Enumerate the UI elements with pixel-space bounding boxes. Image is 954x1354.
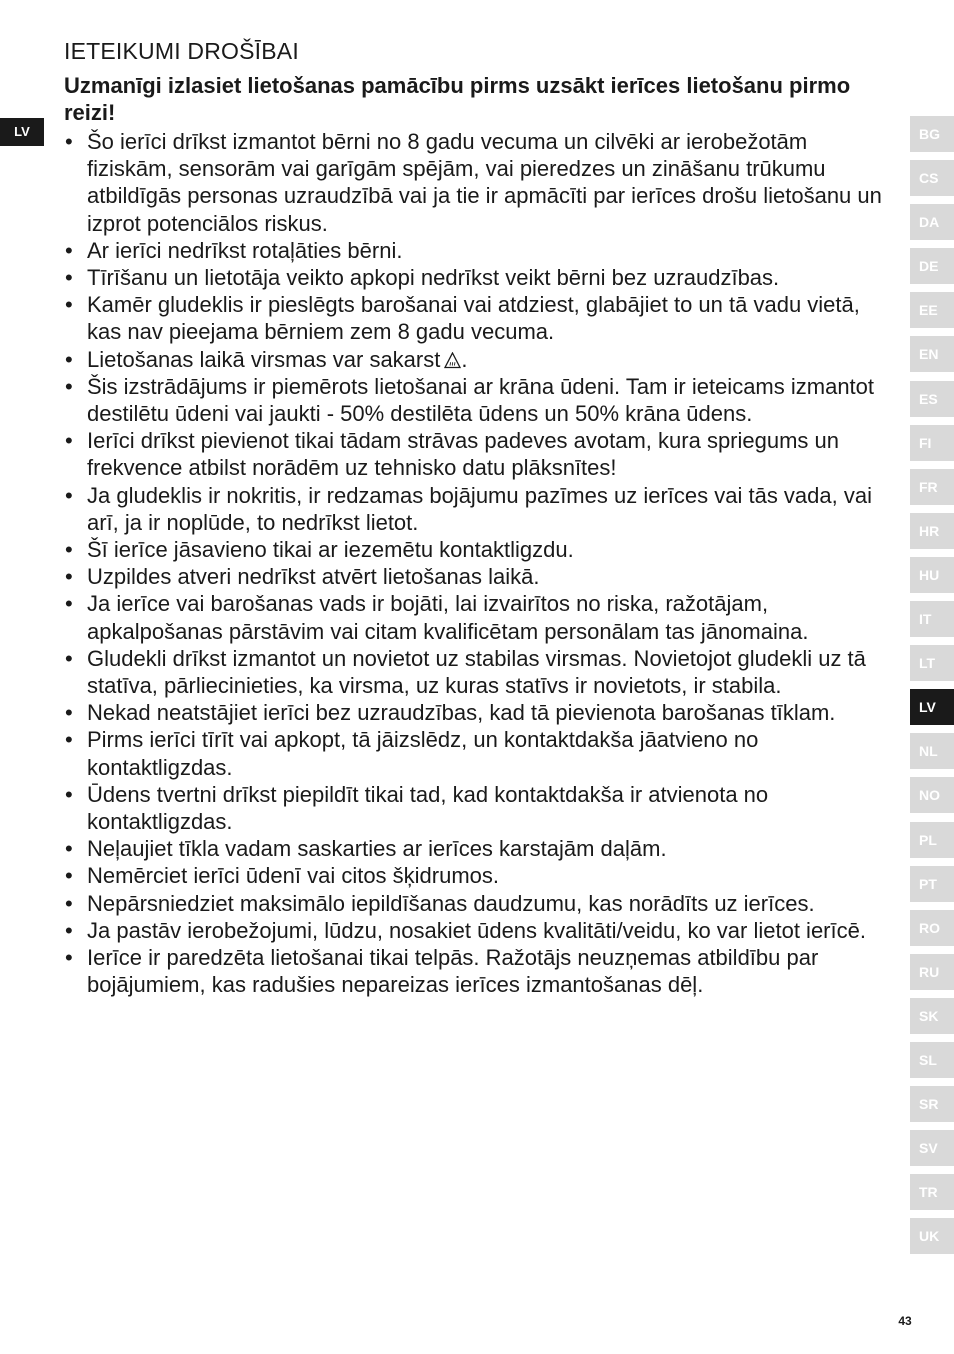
- safety-rule-text: Nepārsniedziet maksimālo iepildīšanas daudzumu, kas norādīts uz ierīces.: [87, 890, 815, 916]
- safety-rule-item: [64, 346, 896, 373]
- safety-rule-text: Pirms ierīci tīrīt vai apkopt, tā jāizslēdz, un kontaktdakša jāatvieno no kontaktligzdas.: [87, 727, 759, 780]
- safety-rule-text: Ierīci drīkst pievienot tikai tādam strāvas padeves avotam, kura spriegums un frekvence atbilst norādēm uz tehnisko datu plāksnītes!: [87, 428, 840, 481]
- language-tab-es: ES: [910, 381, 954, 417]
- language-tab-ro: RO: [910, 910, 954, 946]
- safety-rule-text: Kamēr gludeklis ir pieslēgts barošanai vai atdziest, glabājiet to un tā vadu vietā, kas nav pieejama bērniem zem 8 gadu vecuma.: [87, 292, 860, 345]
- safety-rule-text: Ierīce ir paredzēta lietošanai tikai telpās. Ražotājs neuzņemas atbildību par bojājumiem, kas radušies nepareizas ierīces izmantošanas dēļ.: [87, 945, 819, 998]
- safety-rule-item: [64, 536, 896, 563]
- safety-rules-list: [64, 128, 896, 999]
- language-tab-en: EN: [910, 336, 954, 372]
- safety-rule-item: [64, 944, 896, 998]
- safety-rule-item: [64, 781, 896, 835]
- language-tab-hr: HR: [910, 513, 954, 549]
- hot-surface-warning-icon: [444, 348, 461, 365]
- language-index: [910, 116, 954, 1262]
- section-heading: IETEIKUMI DROŠĪBAI: [64, 38, 299, 64]
- safety-rule-item: [64, 645, 896, 699]
- safety-rule-item: [64, 563, 896, 590]
- safety-rule-text: Šī ierīce jāsavieno tikai ar iezemētu kontaktligzdu.: [87, 537, 574, 563]
- language-tab-lt: LT: [910, 645, 954, 681]
- safety-rule-text: Ja gludeklis ir nokritis, ir redzamas bojājumu pazīmes uz ierīces vai tās vada, vai arī, ja ir noplūde, to nedrīkst lietot.: [87, 482, 872, 535]
- language-tab-hu: HU: [910, 557, 954, 593]
- safety-rule-item: [64, 128, 896, 237]
- safety-rule-text: Ūdens tvertni drīkst piepildīt tikai tad, kad kontaktdakša ir atvienota no kontaktligzdas.: [87, 781, 769, 835]
- safety-rule-item: [64, 427, 896, 481]
- safety-rule-item: [64, 264, 896, 291]
- sentence-end: .: [461, 346, 468, 372]
- language-tab-ee: EE: [910, 292, 954, 328]
- language-tab-fr: FR: [910, 469, 954, 505]
- language-tab-sr: SR: [910, 1086, 954, 1122]
- safety-rule-item: [64, 699, 896, 726]
- language-tab-pl: PL: [910, 822, 954, 858]
- safety-rule-item: [64, 482, 896, 536]
- safety-rule-item: [64, 590, 896, 644]
- language-tab-bg: BG: [910, 116, 954, 152]
- safety-rule-text: Šo ierīci drīkst izmantot bērni no 8 gadu vecuma un cilvēki ar ierobežotām fiziskām, sensorām vai garīgām spējām, vai pieredzes un zināšanu trūkumu atbildīgās personas uzraudzībā vai ja tie ir apmācīti par ierīces drošu lietošanu un izprot potenciālos riskus.: [87, 129, 882, 236]
- language-tab-sk: SK: [910, 998, 954, 1034]
- safety-rule-item: [64, 835, 896, 862]
- safety-rule-text: Uzpildes atveri nedrīkst atvērt lietošanas laikā.: [87, 564, 540, 590]
- safety-rule-text: Neļaujiet tīkla vadam saskarties ar ierīces karstajām daļām.: [87, 836, 667, 862]
- safety-rule-text: Ar ierīci nedrīkst rotaļāties bērni.: [87, 237, 403, 263]
- language-tab-da: DA: [910, 204, 954, 240]
- language-tab-it: IT: [910, 601, 954, 637]
- safety-rule-text: Nemērciet ierīci ūdenī vai citos šķidrumos.: [87, 863, 500, 889]
- safety-rule-item: [64, 726, 896, 780]
- safety-rule-item: [64, 862, 896, 889]
- safety-rule-item: [64, 237, 896, 264]
- safety-rule-item: [64, 291, 896, 345]
- language-tab-fi: FI: [910, 425, 954, 461]
- page-number: 43: [898, 1314, 912, 1328]
- safety-rule-item: [64, 917, 896, 944]
- language-tab-nl: NL: [910, 733, 954, 769]
- language-tab-lv: LV: [910, 689, 954, 725]
- language-tab-tr: TR: [910, 1174, 954, 1210]
- language-tab-uk: UK: [910, 1218, 954, 1254]
- safety-rule-item: [64, 373, 896, 427]
- language-tab-sl: SL: [910, 1042, 954, 1078]
- safety-instructions: [64, 36, 896, 999]
- current-language-tab: LV: [0, 118, 44, 146]
- safety-rule-text: Gludekli drīkst izmantot un novietot uz stabilas virsmas. Novietojot gludekli uz tā statīva, pārliecinieties, ka virsma, uz kuras statīvs ir novietots, ir stabila.: [87, 645, 866, 699]
- intro-warning: Uzmanīgi izlasiet lietošanas pamācību pirms uzsākt ierīces lietošanu pirmo reizi!: [64, 73, 851, 125]
- language-tab-no: NO: [910, 777, 954, 813]
- safety-rule-text: Lietošanas laikā virsmas var sakarst: [87, 346, 441, 372]
- language-tab-sv: SV: [910, 1130, 954, 1166]
- safety-rule-text: Nekad neatstājiet ierīci bez uzraudzības, kad tā pievienota barošanas tīklam.: [87, 700, 836, 726]
- language-tab-ru: RU: [910, 954, 954, 990]
- safety-rule-text: Ja ierīce vai barošanas vads ir bojāti, lai izvairītos no riska, ražotājam, apkalpošanas pārstāvim vai citam kvalificētam personālam tas jānomaina.: [87, 591, 809, 644]
- safety-rule-text: Tīrīšanu un lietotāja veikto apkopi nedrīkst veikt bērni bez uzraudzības.: [87, 265, 780, 291]
- safety-rule-text: Šis izstrādājums ir piemērots lietošanai ar krāna ūdeni. Tam ir ieteicams izmantot destilētu ūdeni vai jaukti - 50% destilēta ūdens un 50% krāna ūdens.: [87, 373, 875, 427]
- language-tab-pt: PT: [910, 866, 954, 902]
- language-tab-de: DE: [910, 248, 954, 284]
- safety-rule-item: [64, 890, 896, 917]
- safety-rule-text: Ja pastāv ierobežojumi, lūdzu, nosakiet ūdens kvalitāti/veidu, ko var lietot ierīcē.: [87, 917, 866, 943]
- language-tab-cs: CS: [910, 160, 954, 196]
